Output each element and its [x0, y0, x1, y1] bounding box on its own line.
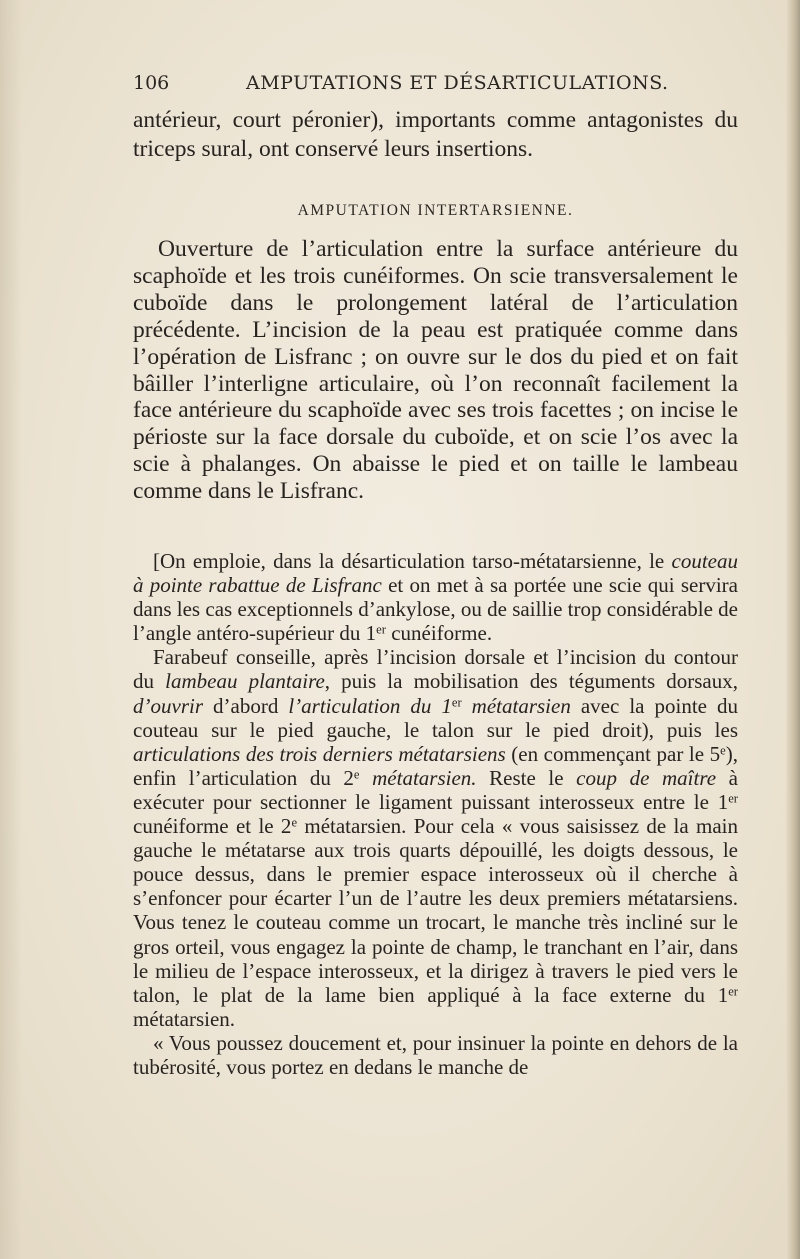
- intro-text: antérieur, court péronier), importants comme antagonistes du triceps sural, ont conservé leurs insertions.: [133, 107, 738, 162]
- note2-text-11: métatarsien.: [133, 1006, 236, 1031]
- note1-text-3: cunéiforme.: [385, 621, 493, 646]
- note-paragraph-2: [133, 645, 738, 1031]
- note2-text-7: Reste le: [476, 765, 577, 790]
- note2-sup-3: e: [353, 767, 360, 782]
- note2-italic-2: d’ouvrir: [133, 693, 203, 718]
- note2-sup-6: er: [728, 984, 738, 999]
- note2-italic-6: métatarsien.: [359, 765, 477, 790]
- note2-sup-5: e: [291, 815, 298, 830]
- note-paragraph-3: « Vous poussez doucement et, pour insinuer la pointe en dehors de la tubérosité, vous portez en dedans le manche de: [133, 1030, 738, 1079]
- note2-text-2: , puis la mobilisation des téguments dorsaux,: [324, 669, 738, 694]
- notes-block: [133, 549, 738, 1079]
- note1-text-2: et on met à sa portée une scie qui servira dans les cas exceptionnels d’ankylose, ou de saillie trop considérable de l’angle antéro-supérieur du 1: [133, 573, 738, 646]
- note2-text-5: (en commençant par le 5: [505, 741, 721, 766]
- note2-italic-5: articulations des trois derniers métatarsiens: [133, 741, 506, 766]
- note2-text-4: avec la pointe du couteau sur le pied gauche, le talon sur le pied droit), puis les: [133, 693, 739, 742]
- section-body: [133, 236, 738, 505]
- note2-text-3: d’abord: [203, 693, 289, 718]
- note2-italic-1: lambeau plantaire: [165, 669, 325, 694]
- running-head: AMPUTATIONS ET DÉSARTICULATIONS.: [246, 72, 669, 94]
- note1-sup-1: er: [376, 622, 386, 637]
- note2-sup-2: e: [720, 743, 726, 758]
- note1-text-1: [On emploie, dans la désarticulation tarso-métatarsienne, le: [153, 549, 672, 573]
- section-title: AMPUTATION INTERTARSIENNE.: [297, 202, 574, 219]
- note2-italic-3: l’articulation du 1: [288, 693, 452, 718]
- note2-text-10: métatarsien. Pour cela « vous saisissez de la main gauche le métatarse aux trois quarts dépouillé, les doigts dessous, le pouce dessus, dans le premier espace interosseux où il cherche à s’enfoncer pour écarter l’un de l’autre les deux premiers métatarsiens. Vous tenez le couteau comme un trocart, le manche très incliné sur le gros orteil, vous engagez la pointe de champ, le tranchant en l’air, dans le milieu de l’espace interosseux, et la dirigez à travers le pied vers le talon, le plat de la lame bien appliqué à la face externe du 1: [133, 814, 738, 1007]
- note2-text-9: cunéiforme et le 2: [133, 814, 292, 839]
- page-right-edge: [786, 0, 800, 1259]
- note2-sup-4: er: [728, 791, 738, 806]
- page-left-shadow: [0, 0, 22, 1259]
- page-header: [133, 68, 738, 104]
- intro-paragraph: [133, 106, 738, 163]
- note-paragraph-1: [133, 549, 738, 645]
- note2-sup-1: er: [451, 695, 462, 710]
- note1-italic-1: couteau à pointe rabattue de Lisfranc: [133, 549, 738, 598]
- note2-italic-4: métatarsien: [461, 693, 571, 718]
- page-number: 106: [133, 72, 170, 94]
- note2-italic-7: coup de maître: [576, 765, 717, 790]
- note2-text-8: à exécuter pour sectionner le ligament puissant interosseux entre le 1: [133, 765, 738, 814]
- section-paragraph: Ouverture de l’articulation entre la surface antérieure du scaphoïde et les trois cunéiformes. On scie transversalement le cuboïde dans le prolongement latéral de l’articulation précédente. L’incision de la peau est pratiquée comme dans l’opération de Lisfranc ; on ouvre sur le dos du pied et on fait bâiller l’interligne articulaire, où l’on reconnaît facilement la face antérieure du scaphoïde avec ses trois facettes ; on incise le périoste sur la face dorsale du cuboïde, et on scie l’os avec la scie à phalanges. On abaisse le pied et on taille le lambeau comme dans le Lisfranc.: [133, 236, 738, 505]
- note2-text-1: Farabeuf conseille, après l’incision dorsale et l’incision du contour du: [133, 645, 738, 694]
- note2-text-6: ), enfin l’articulation du 2: [133, 741, 738, 790]
